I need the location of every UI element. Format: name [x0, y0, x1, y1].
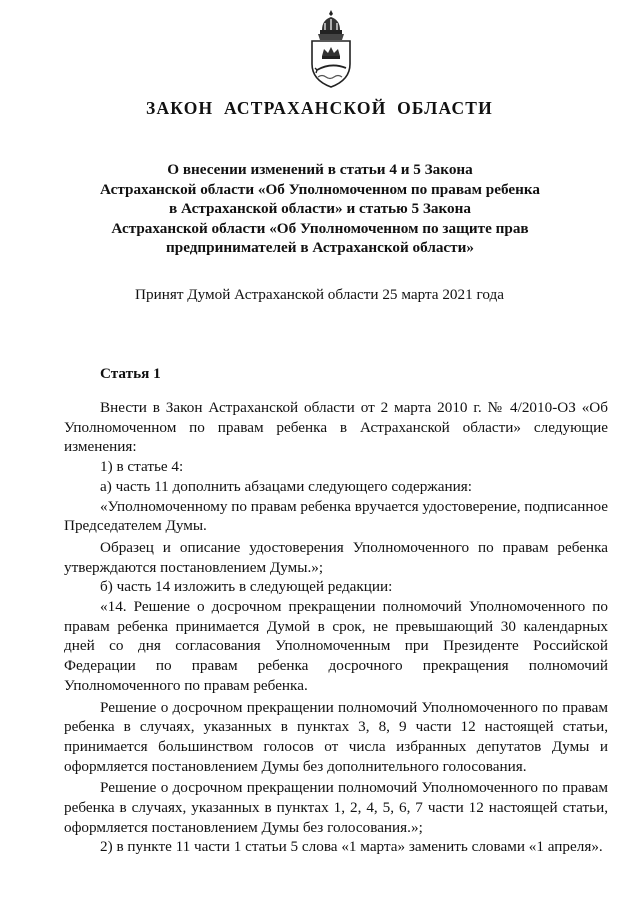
body-paragraph: «14. Решение о досрочном прекращении полномочий Уполномоченного по правам ребенка принимается Думой в срок, не превышающий 30 календарных дней со дня согласования Уполномоченным при Президенте Российской Федерации по правам ребенка досрочного прекращения полномочий Уполномоченного по правам ребенка.: [64, 598, 608, 694]
subtitle-line: предпринимателей в Астраханской области»: [166, 239, 474, 257]
astrakhan-coat-of-arms-icon: [300, 8, 362, 90]
body-paragraph: 2) в пункте 11 части 1 статьи 5 слова «1 марта» заменить словами «1 апреля».: [100, 838, 603, 856]
subtitle-line: Астраханской области «Об Уполномоченном по правам ребенка: [100, 180, 540, 198]
adoption-note: Принят Думой Астраханской области 25 марта 2021 года: [135, 286, 504, 303]
body-paragraph: Внести в Закон Астраханской области от 2 марта 2010 г. № 4/2010-ОЗ «Об Уполномоченном по правам ребенка в Астраханской области» следующие изменения:: [64, 399, 608, 456]
body-paragraph: Решение о досрочном прекращении полномочий Уполномоченного по правам ребенка в случаях, указанных в пунктах 3, 8, 9 части 12 настоящей статьи, принимается большинством голосов от числа избранных депутатов Думы и оформляется постановлением Думы без дополнительного голосования.: [64, 698, 608, 775]
subtitle-line: Астраханской области «Об Уполномоченном по защите прав: [111, 219, 529, 237]
body-paragraph: 1) в статье 4:: [100, 458, 184, 476]
body-paragraph: «Уполномоченному по правам ребенка вручается удостоверение, подписанное Председателем Думы.: [64, 497, 608, 535]
article-heading: Статья 1: [100, 365, 161, 382]
body-paragraph: Решение о досрочном прекращении полномочий Уполномоченного по правам ребенка в случаях, указанных в пунктах 1, 2, 4, 5, 6, 7 части 12 настоящей статьи, оформляется постановлением Думы без голосования.»;: [64, 779, 608, 836]
law-subtitle: [60, 160, 580, 258]
subtitle-line: в Астраханской области» и статью 5 Закона: [169, 200, 471, 218]
article-body: [64, 398, 608, 857]
body-paragraph: Образец и описание удостоверения Уполномоченного по правам ребенка утверждаются постановлением Думы.»;: [64, 538, 608, 576]
body-paragraph: б) часть 14 изложить в следующей редакции:: [100, 578, 393, 596]
body-paragraph: а) часть 11 дополнить абзацами следующего содержания:: [100, 477, 473, 495]
subtitle-line: О внесении изменений в статьи 4 и 5 Закона: [167, 161, 473, 178]
law-title: ЗАКОН АСТРАХАНСКОЙ ОБЛАСТИ: [146, 98, 493, 118]
